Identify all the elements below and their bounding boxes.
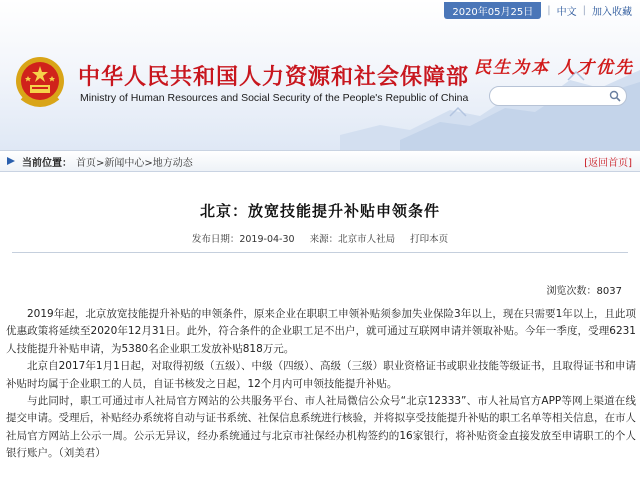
search-input[interactable]	[490, 87, 604, 105]
breadcrumb-path: 首页>新闻中心>地方动态	[76, 157, 193, 169]
article-title: 北京：放宽技能提升补贴申领条件	[199, 202, 440, 220]
article-paragraph: 与此同时，职工可通过市人社局官方网站的公共服务平台、市人社局微信公众号“北京12333”、市人社局官方APP等网上渠道在线提交申请。受理后，补贴经办系统将自动与证书系统、社保信息系统进行核验，并将拟享受技能提升补贴的职工名单等相关信息，在市人社局官方网站上公示一周。公示无异议，经办系统通过与北京市社保经办机构签约的16家银行，将补贴资金直接发放至申请职工的个人银行账户。（刘美君）	[6, 395, 636, 460]
top-utility-bar: 2020年05月25日 | 中文 | 加入收藏	[444, 0, 632, 20]
publish-date: 发布日期：2019-04-30	[191, 234, 295, 245]
header-banner	[0, 0, 640, 150]
add-favorite-link[interactable]: 加入收藏	[592, 6, 632, 18]
article-paragraph: 2019年起，北京放宽技能提升补贴的申领条件，原来企业在职职工申领补贴须参加失业保险3年以上，现在只需要1年以上，且此项优惠政策将延续至2020年12月31日。此外，符合条件的企业职工足不出户，就可通过互联网申请并领取补贴。今年一季度，受理6231人技能提升补贴申请，为5380名企业职工发放补贴818万元。	[6, 308, 636, 355]
print-page-link[interactable]: 打印本页	[410, 234, 449, 245]
site-search-box	[489, 86, 627, 106]
current-date: 2020年05月25日	[444, 2, 541, 19]
breadcrumb-news-center[interactable]: 新闻中心	[104, 157, 145, 169]
language-link[interactable]: 中文	[556, 6, 577, 18]
national-emblem-icon	[14, 54, 66, 110]
view-count: 浏览次数：8037	[546, 286, 622, 297]
title-divider	[12, 252, 628, 253]
back-to-home-link[interactable]: [返回首页]	[584, 158, 632, 169]
ministry-english-name: Ministry of Human Resources and Social Security of the People's Republic of China	[80, 92, 469, 104]
breadcrumb-label: 当前位置：	[22, 157, 72, 169]
ministry-chinese-name: 中华人民共和国人力资源和社会保障部	[78, 64, 470, 90]
breadcrumb	[0, 150, 640, 172]
breadcrumb-local-news[interactable]: 地方动态	[152, 157, 193, 169]
article-meta	[0, 231, 640, 245]
article-body	[6, 306, 636, 463]
location-icon	[4, 154, 18, 168]
search-icon[interactable]	[604, 87, 626, 105]
breadcrumb-home[interactable]: 首页	[76, 157, 96, 169]
article-paragraph: 北京自2017年1月1日起，对取得初级（五级）、中级（四级）、高级（三级）职业资格证书或职业技能等级证书，且取得证书和申请补贴时均属于企业职工的人员，自证书核发之日起，12个月内可申领技能提升补贴。	[6, 360, 636, 390]
slogan-calligraphy: 民生为本 人才优先	[474, 58, 634, 78]
article-source: 来源：北京市人社局	[309, 234, 396, 245]
